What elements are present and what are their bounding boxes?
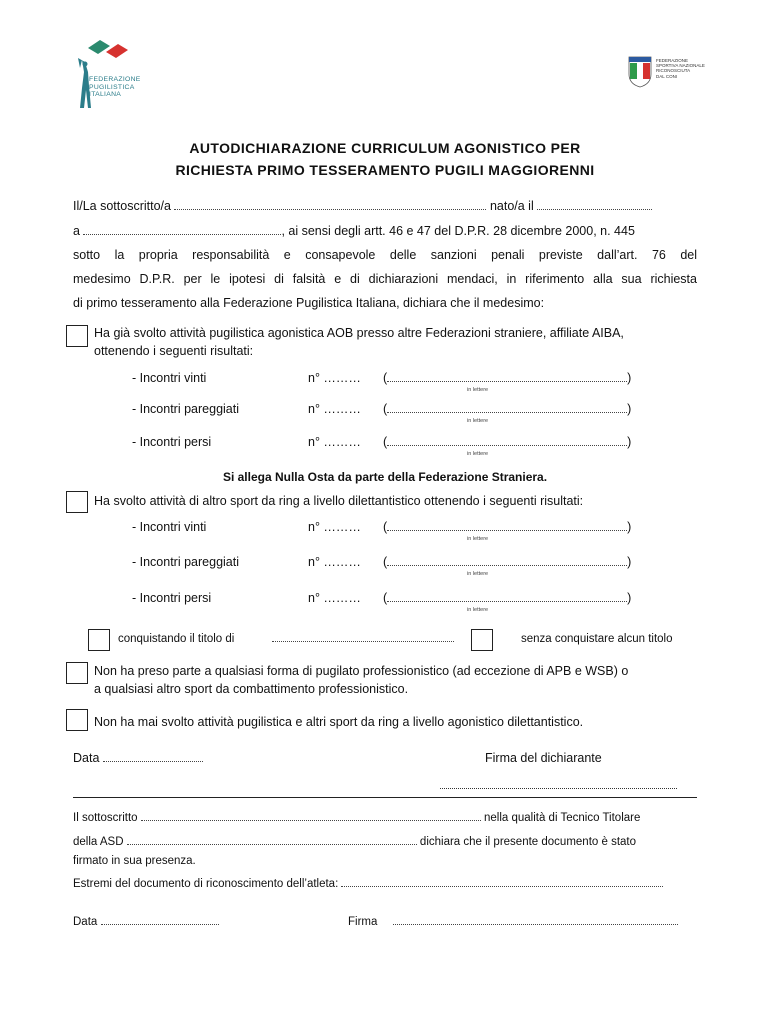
signature-field[interactable]: [440, 788, 677, 789]
coach-line-1: Il sottoscritto nella qualità di Tecnico Titolare: [73, 812, 641, 824]
date-field[interactable]: [103, 751, 203, 762]
signature-label: Firma del dichiarante: [485, 751, 602, 765]
won-number-field[interactable]: n° ………: [308, 371, 361, 385]
in-lettere-hint: in lettere: [467, 571, 489, 577]
lost-label: - Incontri persi: [132, 435, 212, 449]
option-no-pro-text-1: Non ha preso parte a qualsiasi forma di pugilato professionistico (ad eccezione di APB e WSB) o: [94, 664, 629, 678]
date-line: Data: [73, 751, 203, 765]
without-title-label: senza conquistare alcun titolo: [521, 633, 673, 645]
name-field[interactable]: [174, 199, 486, 210]
won-words-field[interactable]: ( ): [383, 371, 632, 385]
in-lettere-hint: in lettere: [467, 418, 489, 424]
intro-line-1: Il/La sottoscritto/a nato/a il: [73, 199, 652, 213]
in-lettere-hint: in lettere: [467, 451, 489, 457]
coach-line-3: firmato in sua presenza.: [73, 855, 196, 867]
in-lettere-hint: in lettere: [467, 536, 489, 542]
coach-line-2: della ASD dichiara che il presente documento è stato: [73, 836, 636, 848]
won-label: - Incontri vinti: [132, 371, 207, 385]
lost-words-field[interactable]: ( ): [383, 591, 632, 605]
option-other-sport-text: Ha svolto attività di altro sport da ring a livello dilettantistico ottenendo i seguenti risultati:: [94, 494, 584, 508]
option-no-pro-text-2: a qualsiasi altro sport da combattimento professionistico.: [94, 682, 409, 696]
won-words-field[interactable]: ( ): [383, 520, 632, 534]
coach-signature-field[interactable]: [393, 914, 678, 925]
option-never-text: Non ha mai svolto attività pugilistica e altri sport da ring a livello agonistico dilettantistico.: [94, 715, 584, 729]
intro-line-2: a , ai sensi degli artt. 46 e 47 del D.P.R. 28 dicembre 2000, n. 445: [73, 224, 635, 238]
drawn-words-field[interactable]: ( ): [383, 402, 632, 416]
birthdate-field[interactable]: [537, 199, 652, 210]
lost-number-field[interactable]: n° ………: [308, 435, 361, 449]
in-lettere-hint: in lettere: [467, 607, 489, 613]
in-lettere-hint: in lettere: [467, 387, 489, 393]
coach-date-field[interactable]: [101, 914, 219, 925]
intro-line-5: di primo tesseramento alla Federazione Pugilistica Italiana, dichiara che il medesimo:: [73, 296, 545, 310]
intro-line-4: medesimo D.P.R. per le ipotesi di falsità e di dichiarazioni mendaci, in riferimento alla sua richiesta: [73, 272, 697, 286]
drawn-number-field[interactable]: n° ………: [308, 555, 361, 569]
without-title-checkbox[interactable]: [471, 629, 493, 651]
option-aob-text-1: Ha già svolto attività pugilistica agonistica AOB presso altre Federazioni straniere, affiliate AIBA,: [94, 326, 624, 340]
document-title: AUTODICHIARAZIONE CURRICULUM AGONISTICO PER RICHIESTA PRIMO TESSERAMENTO PUGILI MAGGIORENNI: [175, 140, 595, 178]
lost-number-field[interactable]: n° ………: [308, 591, 361, 605]
birthplace-field[interactable]: [83, 224, 281, 235]
drawn-label: - Incontri pareggiati: [132, 402, 240, 416]
coach-date-line: Data: [73, 914, 219, 928]
coni-logo: [628, 56, 718, 90]
fpi-logo: [70, 38, 150, 113]
lost-words-field[interactable]: ( ): [383, 435, 632, 449]
asd-field[interactable]: [127, 834, 417, 845]
option-aob-checkbox[interactable]: [66, 325, 88, 347]
won-label: - Incontri vinti: [132, 520, 207, 534]
lost-label: - Incontri persi: [132, 591, 212, 605]
coni-logo-text: FEDERAZIONE SPORTIVA NAZIONALE RICONOSCIUTA DAL CONI: [656, 58, 705, 79]
coni-shield-icon: [628, 56, 652, 88]
won-number-field[interactable]: n° ………: [308, 520, 361, 534]
option-other-sport-checkbox[interactable]: [66, 491, 88, 513]
title-name-field[interactable]: [272, 641, 454, 642]
option-aob-text-2: ottenendo i seguenti risultati:: [94, 344, 254, 358]
fpi-logo-text: FEDERAZIONE PUGILISTICA ITALIANA: [89, 76, 141, 99]
intro-line-3: sotto la propria responsabilità e consapevole delle sanzioni penali previste dall’art. 76 del: [73, 248, 697, 262]
coach-signature-line: Firma: [348, 914, 678, 928]
drawn-words-field[interactable]: ( ): [383, 555, 632, 569]
coach-line-4: Estremi del documento di riconoscimento dell’atleta:: [73, 876, 663, 890]
id-document-field[interactable]: [341, 876, 663, 887]
drawn-number-field[interactable]: n° ………: [308, 402, 361, 416]
with-title-label: conquistando il titolo di: [118, 633, 235, 645]
option-never-checkbox[interactable]: [66, 709, 88, 731]
section-divider: [73, 797, 697, 798]
option-no-pro-checkbox[interactable]: [66, 662, 88, 684]
drawn-label: - Incontri pareggiati: [132, 555, 240, 569]
nulla-osta-note: Si allega Nulla Osta da parte della Federazione Straniera.: [222, 470, 548, 484]
coach-name-field[interactable]: [141, 810, 481, 821]
with-title-checkbox[interactable]: [88, 629, 110, 651]
